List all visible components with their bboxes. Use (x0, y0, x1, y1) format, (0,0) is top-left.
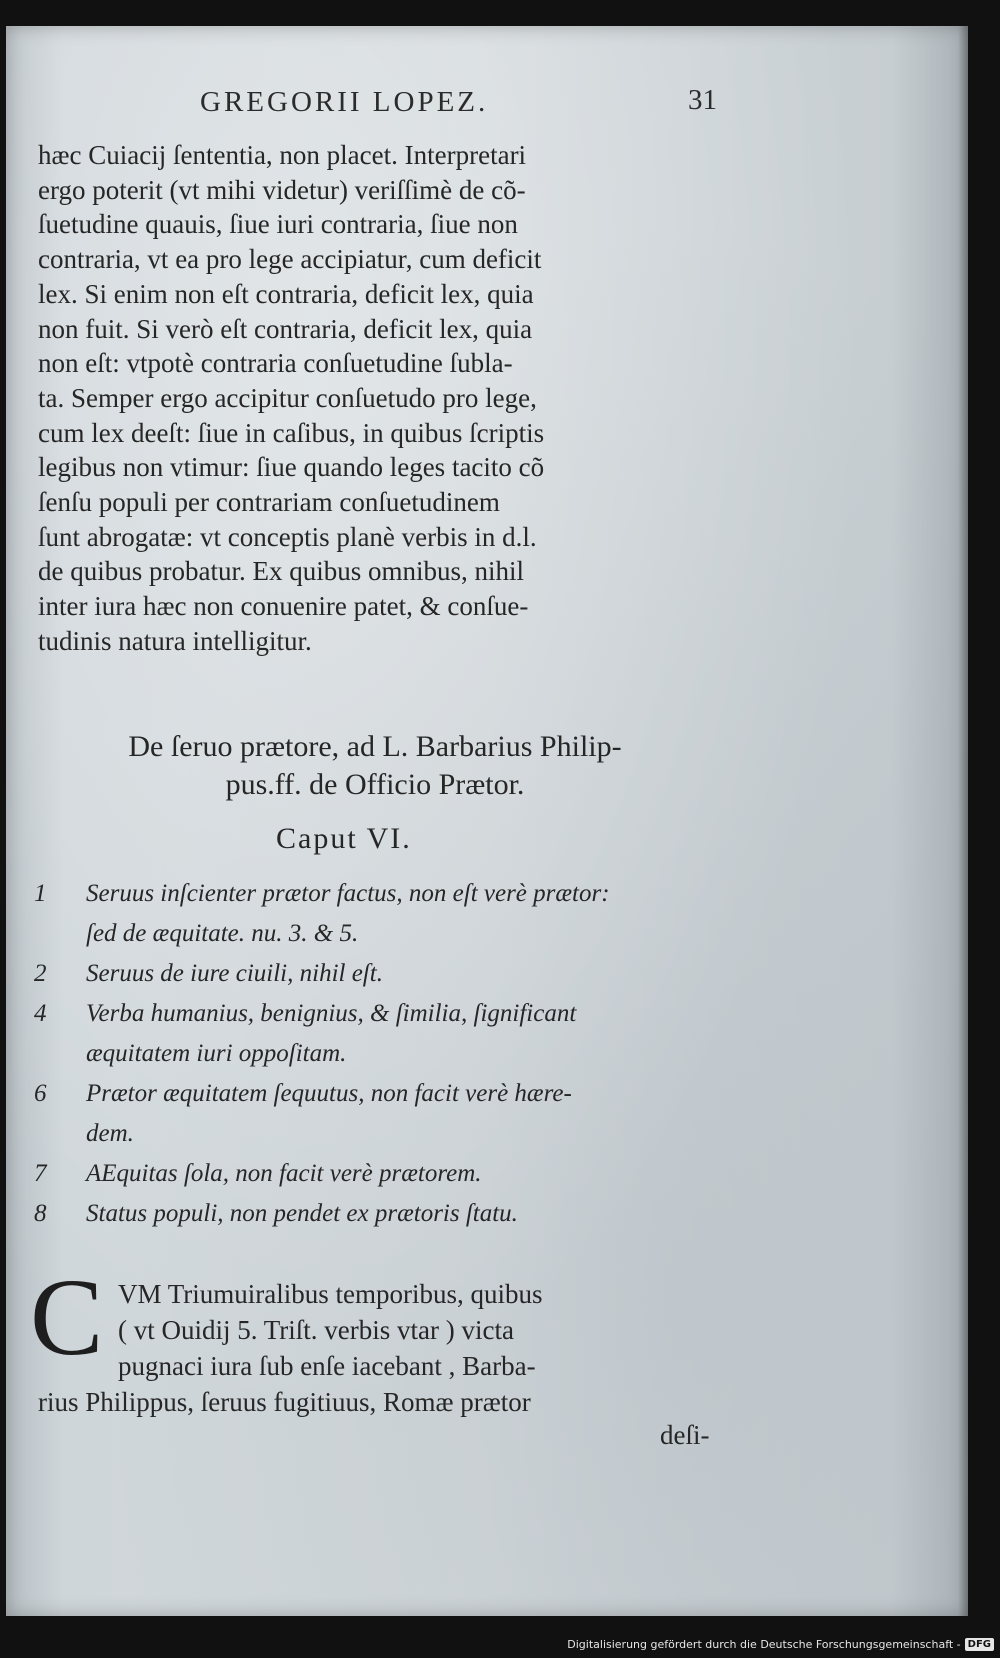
digitization-footer (567, 1634, 994, 1654)
opening-line: VM Triumuiralibus temporibus, quibus (118, 1279, 543, 1309)
section-heading (40, 728, 710, 804)
opening-paragraph (38, 1276, 738, 1420)
summary-item (34, 954, 734, 994)
summary-item (34, 994, 734, 1034)
body-text (38, 138, 728, 659)
summary-number (34, 914, 86, 954)
body-line: de quibus probatur. Ex quibus omnibus, nihil (38, 556, 524, 587)
body-line: hæc Cuiacij ſententia, non placet. Interpretari (38, 140, 527, 170)
summary-number: 7 (34, 1160, 47, 1187)
running-head: GREGORII LOPEZ. (200, 86, 489, 118)
chapter-summary (34, 874, 734, 1234)
body-line: ta. Semper ergo accipitur conſuetudo pro lege, (38, 382, 537, 413)
opening-line: rius Philippus, ſeruus fugitiuus, Romæ prætor (38, 1387, 531, 1417)
summary-text: Seruus inſcienter prætor factus, non eſt verè prætor: (86, 880, 610, 907)
page-number: 31 (688, 84, 717, 116)
body-line: non eſt: vtpotè contraria conſuetudine ſubla- (38, 348, 513, 379)
body-line: contraria, vt ea pro lege accipiatur, cum deficit (38, 244, 542, 275)
body-line: non fuit. Si verò eſt contraria, deficit lex, quia (38, 313, 533, 344)
summary-text: Prætor æquitatem ſequutus, non facit verè hære- (86, 1080, 572, 1107)
summary-item (34, 1114, 734, 1154)
catchword: deſi- (660, 1420, 710, 1450)
summary-item (34, 1074, 734, 1114)
summary-text: dem. (86, 1120, 134, 1147)
footer-text: Digitalisierung gefördert durch die Deutsche Forschungsgemeinschaft - (567, 1637, 961, 1651)
body-line: ſunt abrogatæ: vt conceptis planè verbis in d.l. (38, 521, 537, 552)
summary-number (34, 1114, 86, 1154)
body-line: ſuetudine quauis, ſiue iuri contraria, ſiue non (38, 209, 518, 240)
summary-number: 6 (34, 1080, 47, 1107)
summary-number: 1 (34, 880, 47, 907)
summary-text: Verba humanius, benignius, & ſimilia, ſignificant (86, 1000, 577, 1027)
summary-item (34, 1034, 734, 1074)
page-edge-shadow (958, 26, 968, 1616)
summary-text: Seruus de iure ciuili, nihil eſt. (86, 960, 383, 987)
chapter-title: Caput VI. (276, 822, 412, 855)
summary-number: 2 (34, 960, 47, 987)
summary-text: AEquitas ſola, non facit verè prætorem. (86, 1160, 482, 1187)
body-line: tudinis natura intelligitur. (38, 625, 312, 656)
body-line: legibus non vtimur: ſiue quando leges tacito cõ (38, 452, 545, 483)
summary-item (34, 874, 734, 914)
summary-item (34, 914, 734, 954)
summary-text: æquitatem iuri oppoſitam. (86, 1040, 347, 1067)
opening-line: pugnaci iura ſub enſe iacebant , Barba- (118, 1351, 536, 1381)
opening-line: ( vt Ouidij 5. Triſt. verbis vtar ) victa (118, 1315, 514, 1345)
body-line: inter iura hæc non conuenire patet, & conſue- (38, 591, 529, 622)
dfg-logo: DFG (965, 1638, 994, 1651)
drop-cap-initial: C (30, 1256, 104, 1378)
heading-line: pus.ff. de Officio Prætor. (225, 768, 525, 801)
summary-number (34, 1034, 86, 1074)
summary-text: Status populi, non pendet ex prætoris ſtatu. (86, 1200, 518, 1227)
summary-item (34, 1154, 734, 1194)
summary-item (34, 1194, 734, 1234)
summary-text: ſed de æquitate. nu. 3. & 5. (86, 920, 359, 947)
summary-number: 4 (34, 1000, 47, 1027)
body-line: cum lex deeſt: ſiue in caſibus, in quibus ſcriptis (38, 417, 545, 448)
summary-number: 8 (34, 1200, 47, 1227)
body-line: lex. Si enim non eſt contraria, deficit lex, quia (38, 278, 534, 309)
body-line: ſenſu populi per contrariam conſuetudinem (38, 487, 500, 518)
heading-line: De ſeruo prætore, ad L. Barbarius Philip- (128, 730, 622, 763)
body-line: ergo poterit (vt mihi videtur) veriſſimè de cõ- (38, 174, 526, 205)
